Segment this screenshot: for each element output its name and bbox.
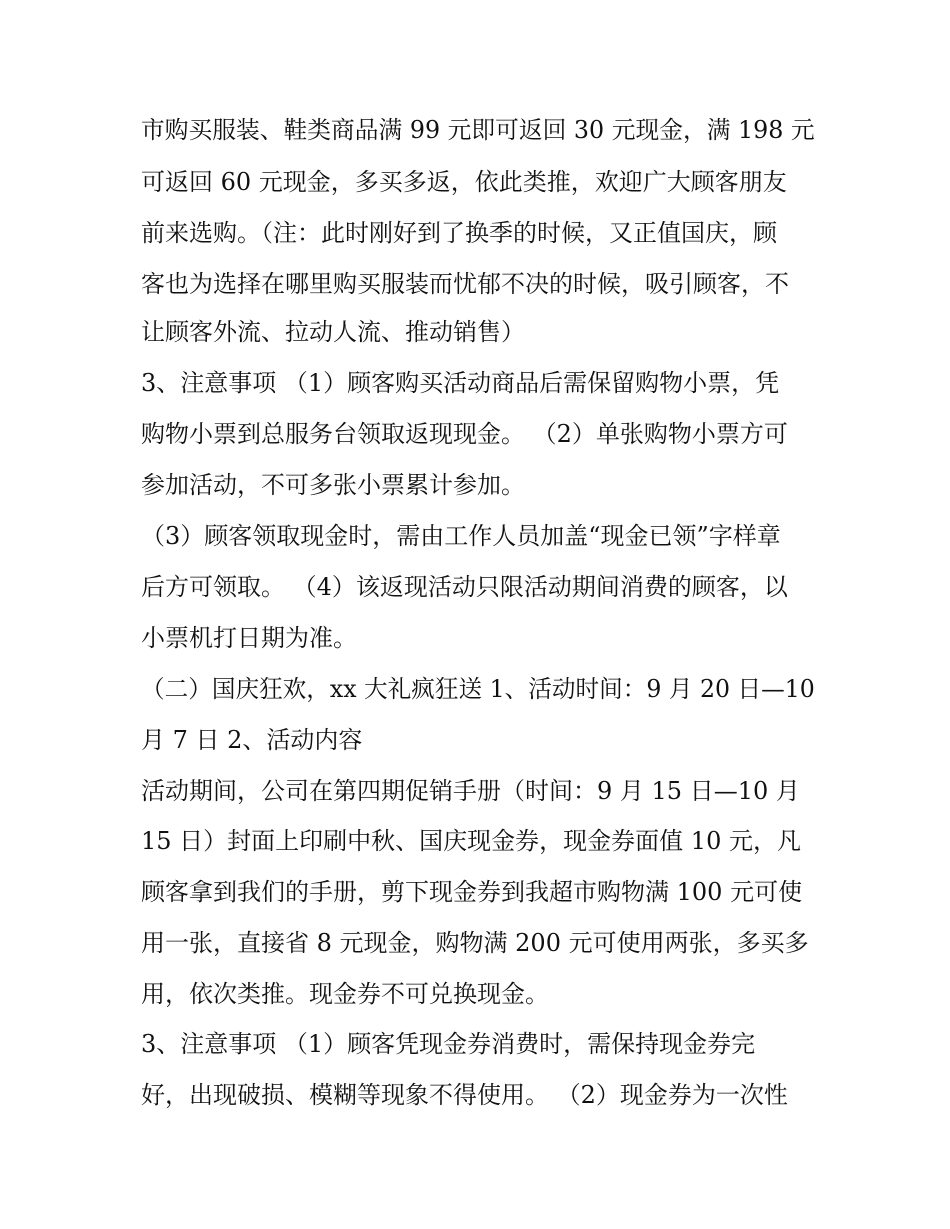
text-line-16: 顾客拿到我们的手册，剪下现金券到我超市购物满 100 元可使 [141, 878, 803, 906]
text-line-20: 好，出现破损、模糊等现象不得使用。 （2）现金券为一次性 [141, 1081, 788, 1109]
text-line-1: 市购买服装、鞋类商品满 99 元即可返回 30 元现金，满 198 元 [141, 116, 815, 144]
text-line-18: 用，依次类推。现金券不可兑换现金。 [141, 980, 549, 1008]
text-line-3: 前来选购。（注：此时刚好到了换季的时候，又正值国庆，顾 [141, 219, 777, 247]
text-line-19: 3、注意事项 （1）顾客凭现金券消费时，需保持现金券完 [141, 1030, 756, 1058]
text-line-10: 后方可领取。 （4）该返现活动只限活动期间消费的顾客，以 [141, 573, 788, 601]
text-line-9: （3）顾客领取现金时，需由工作人员加盖“现金已领”字样章 [141, 522, 781, 550]
text-line-2: 可返回 60 元现金，多买多返，依此类推，欢迎广大顾客朋友 [141, 168, 787, 196]
text-line-4: 客也为选择在哪里购买服装而忧郁不决的时候，吸引顾客，不 [141, 270, 789, 298]
text-line-13: 月 7 日 2、活动内容 [141, 726, 363, 754]
text-line-7: 购物小票到总服务台领取返现现金。 （2）单张购物小票方可 [141, 420, 788, 448]
text-line-14: 活动期间，公司在第四期促销手册（时间：9 月 15 日—10 月 [141, 777, 800, 805]
text-line-15: 15 日）封面上印刷中秋、国庆现金券，现金券面值 10 元，凡 [141, 827, 801, 855]
text-line-12: （二）国庆狂欢，xx 大礼疯狂送 1、活动时间：9 月 20 日—10 [141, 675, 815, 703]
text-line-11: 小票机打日期为准。 [141, 624, 357, 652]
text-line-8: 参加活动，不可多张小票累计参加。 [141, 471, 525, 499]
text-line-6: 3、注意事项 （1）顾客购买活动商品后需保留购物小票，凭 [141, 369, 780, 397]
text-line-5: 让顾客外流、拉动人流、推动销售） [141, 318, 525, 346]
text-line-17: 用一张，直接省 8 元现金，购物满 200 元可使用两张，多买多 [141, 929, 809, 957]
